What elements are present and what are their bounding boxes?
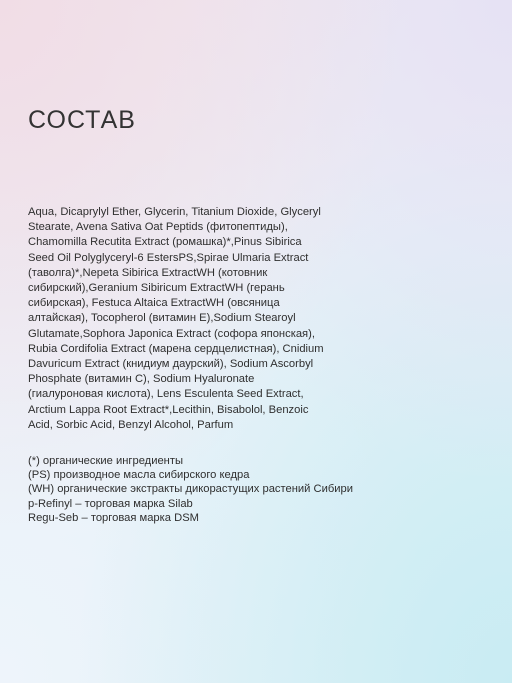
ingredients-list: Aqua, Dicaprylyl Ether, Glycerin, Titanium Dioxide, Glyceryl Stearate, Avena Sativa Oat Peptids (фитопептиды), Chamomilla Recutita Extract (ромашка)*,Pinus Sibirica Seed Oil Polyglyceryl-6 EstersPS,Spirae Ulmaria Extract (таволга)*,Nepeta Sibirica ExtractWH (котовник сибирский),Geranium Sibiricum ExtractWH (герань сибирская), Festuca Altaica ExtractWH (овсяница алтайская), Tocopherol (витамин E),Sodium Stearoyl Glutamate,Sophora Japonica Extract (софора японская), Rubia Cordifolia Extract (марена сердцелистная), Cnidium Davuricum Extract (книдиум даурский), Sodium Ascorbyl Phosphate (витамин C), Sodium Hyaluronate (гиалуроновая кислота), Lens Esculenta Seed Extract, Arctium Lappa Root Extract*,Lecithin, Bisabolol, Benzoic Acid, Sorbic Acid, Benzyl Alcohol, Parfum <box>28 206 324 431</box>
legend-item-organic: (*) органические ингредиенты <box>28 455 184 467</box>
legend-item-ps: (PS) производное масла сибирского кедра <box>28 469 250 482</box>
page-title: СОСТАВ <box>28 106 136 134</box>
legend-item-wh: (WH) органические экстракты дикорастущих растений Сибири <box>28 483 353 496</box>
legend-item-refinyl: p-Refinyl – торговая марка Silab <box>28 497 193 510</box>
legend <box>28 454 368 525</box>
legend-item-reguseb: Regu-Seb – торговая марка DSM <box>28 511 199 524</box>
